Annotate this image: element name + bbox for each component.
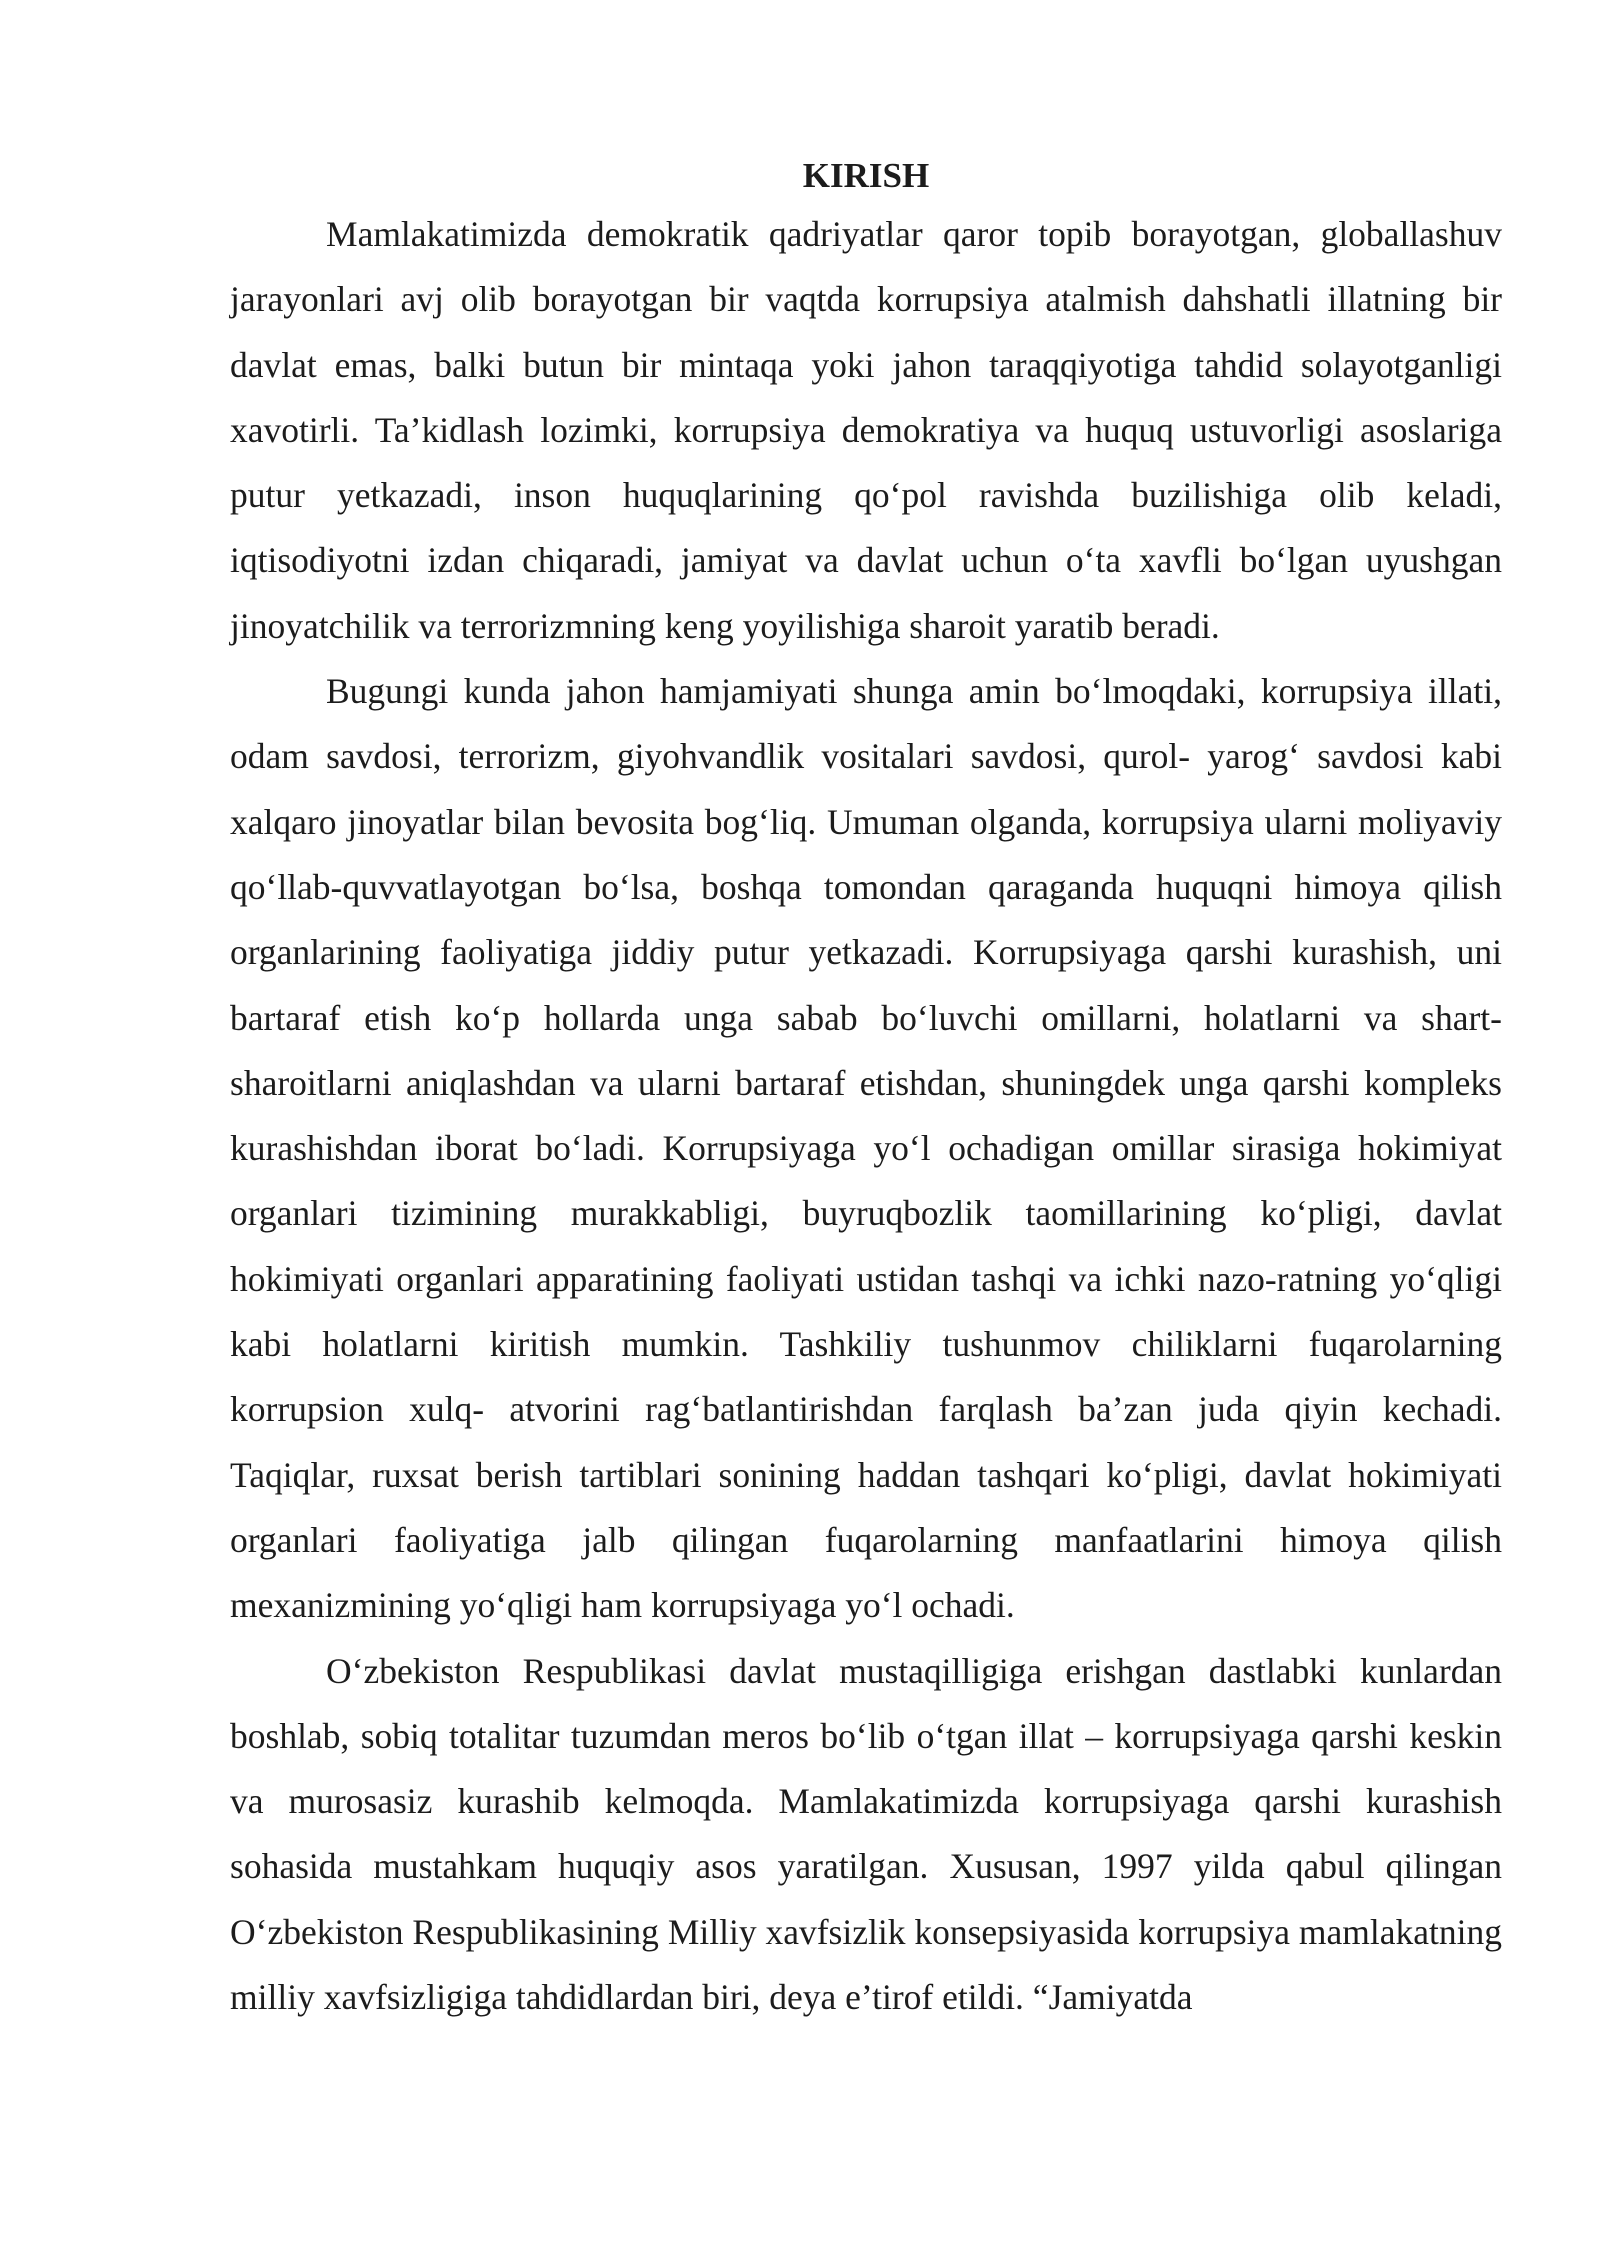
paragraph-1: Mamlakatimizda demokratik qadriyatlar qaror topib borayotgan, globallashuv jarayonlari avj olib borayotgan bir vaqtda korrupsiya atalmish dahshatli illatning bir davlat emas, balki butun bir mintaqa yoki jahon taraqqiyotiga tahdid solayotganligi xavotirli. Ta’kidlash lozimki, korrupsiya demokratiya va huquq ustuvorligi asoslariga putur yetkazadi, inson huquqlarining qo‘pol ravishda buzilishiga olib keladi, iqtisodiyotni izdan chiqaradi, jamiyat va davlat uchun o‘ta xavfli bo‘lgan uyushgan jinoyatchilik va terrorizmning keng yoyilishiga sharoit yaratib beradi. — [230, 214, 1502, 646]
page-title: KIRISH — [802, 156, 930, 195]
paragraph-2: Bugungi kunda jahon hamjamiyati shunga amin bo‘lmoqdaki, korrupsiya illati, odam savdosi, terrorizm, giyohvandlik vositalari savdosi, qurol- yarog‘ savdosi kabi xalqaro jinoyatlar bilan bevosita bog‘liq. Umuman olganda, korrupsiya ularni moliyaviy qo‘llab-quvvatlayotgan bo‘lsa, boshqa tomondan qaraganda huquqni himoya qilish organlarining faoliyatiga jiddiy putur yetkazadi. Korrupsiyaga qarshi kurashish, uni bartaraf etish ko‘p hollarda unga sabab bo‘luvchi omillarni, holatlarni va shart-sharoitlarni aniqlashdan va ularni bartaraf etishdan, shuningdek unga qarshi kompleks kurashishdan iborat bo‘ladi. Korrupsiyaga yo‘l ochadigan omillar sirasiga hokimiyat organlari tizimining murakkabligi, buyruqbozlik taomillarining ko‘pligi, davlat hokimiyati organlari apparatining faoliyati ustidan tashqi va ichki nazo-ratning yo‘qligi kabi holatlarni kiritish mumkin. Tashkiliy tushunmov chiliklarni fuqarolarning korrupsion xulq- atvorini rag‘batlantirishdan farqlash ba’zan juda qiyin kechadi. Taqiqlar, ruxsat berish tartiblari sonining haddan tashqari ko‘pligi, davlat hokimiyati organlari faoliyatiga jalb qilingan fuqarolarning manfaatlarini himoya qilish mexanizmining yo‘qligi ham korrupsiyaga yo‘l ochadi. — [230, 671, 1502, 1626]
paragraph-3: O‘zbekiston Respublikasi davlat mustaqilligiga erishgan dastlabki kunlardan boshlab, sobiq totalitar tuzumdan meros bo‘lib o‘tgan illat – korrupsiyaga qarshi keskin va murosasiz kurashib kelmoqda. Mamlakatimizda korrupsiyaga qarshi kurashish sohasida mustahkam huquqiy asos yaratilgan. Xususan, 1997 yilda qabul qilingan O‘zbekiston Respublikasining Milliy xavfsizlik konsepsiyasida korrupsiya mamlakatning milliy xavfsizligiga tahdidlardan biri, deya e’tirof etildi. “Jamiyatda — [230, 1650, 1502, 2018]
